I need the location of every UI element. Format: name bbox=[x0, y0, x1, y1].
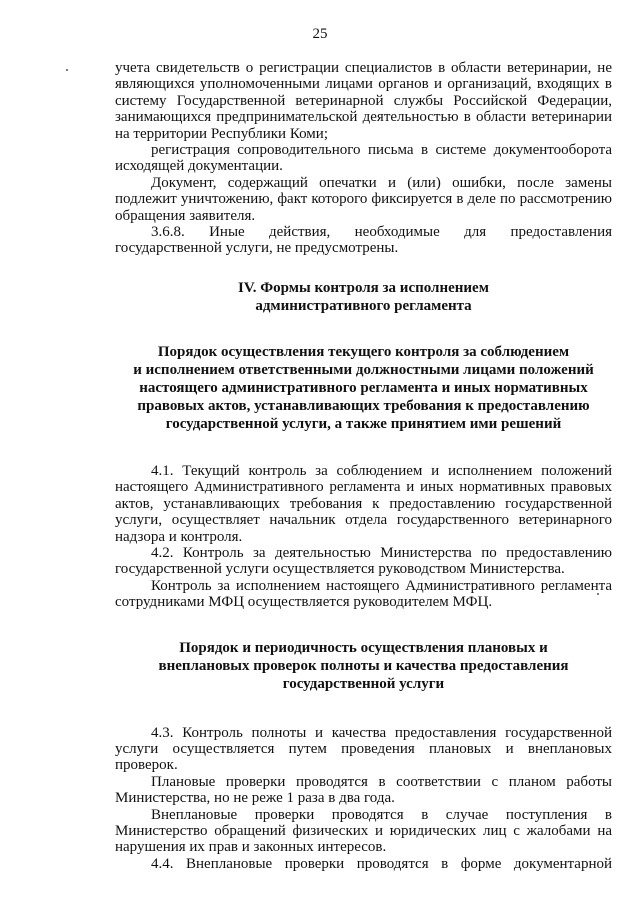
document-body bbox=[115, 60, 612, 872]
section-heading-line: IV. Формы контроля за исполнением bbox=[238, 279, 489, 296]
paragraph: 4.1. Текущий контроль за соблюдением и исполнением положений настоящего Административного регламента и иных нормативных правовых актов, устанавливающих требования к предоставлению государственной услуги, осуществляет начальник отдела государственного ветеринарного надзора и контроля. bbox=[115, 462, 612, 545]
subsection-heading-line: правовых актов, устанавливающих требования к предоставлению bbox=[137, 397, 590, 414]
paragraph: 4.2. Контроль за деятельностью Министерства по предоставлению государственной услуги осуществляется руководством Министерства. bbox=[115, 544, 612, 578]
paragraph: 4.4. Внеплановые проверки проводятся в форме документарной bbox=[151, 855, 612, 872]
scan-speck bbox=[66, 69, 68, 71]
paragraph: Плановые проверки проводятся в соответствии с планом работы Министерства, но не реже 1 раза в два года. bbox=[115, 773, 612, 807]
subsection-heading-line: настоящего административного регламента и иных нормативных bbox=[139, 379, 588, 396]
section-heading-line: административного регламента bbox=[255, 297, 472, 314]
page-number: 25 bbox=[312, 26, 328, 42]
subsection-heading-line: государственной услуги, а также принятием ими решений bbox=[165, 415, 562, 432]
subsection-heading-line: внеплановых проверок полноты и качества предоставления bbox=[158, 657, 569, 674]
subsection-heading-line: Порядок осуществления текущего контроля за соблюдением bbox=[157, 343, 570, 360]
paragraph: учета свидетельств о регистрации специалистов в области ветеринарии, не являющихся уполномоченными лицами органов и организаций, входящих в систему Государственной ветеринарной службы Российской Федерации, занимающихся предпринимательской деятельностью в области ветеринарии на территории Республики Коми; bbox=[115, 60, 612, 142]
subsection-heading-line: и исполнением ответственными должностными лицами положений bbox=[133, 361, 594, 378]
paragraph: 4.3. Контроль полноты и качества предоставления государственной услуги осуществляется путем проведения плановых и внеплановых проверок. bbox=[115, 724, 612, 774]
subsection-heading-line: Порядок и периодичность осуществления плановых и bbox=[179, 639, 548, 656]
paragraph: 3.6.8. Иные действия, необходимые для предоставления государственной услуги, не предусмотрены. bbox=[115, 224, 612, 257]
paragraph: Документ, содержащий опечатки и (или) ошибки, после замены подлежит уничтожению, факт которого фиксируется в деле по рассмотрению обращения заявителя. bbox=[115, 174, 612, 224]
section-heading bbox=[115, 279, 612, 315]
subsection-heading-line: государственной услуги bbox=[282, 675, 445, 692]
paragraph: Внеплановые проверки проводятся в случае поступления в Министерство обращений физических и юридических лиц с жалобами на нарушения их прав и законных интересов. bbox=[115, 806, 612, 856]
paragraph: регистрация сопроводительного письма в системе документооборота исходящей документации. bbox=[115, 142, 612, 175]
paragraph: Контроль за исполнением настоящего Административного регламента сотрудниками МФЦ осуществляется руководителем МФЦ. bbox=[115, 577, 612, 611]
subsection-heading bbox=[115, 343, 612, 433]
subsection-heading bbox=[115, 639, 612, 693]
